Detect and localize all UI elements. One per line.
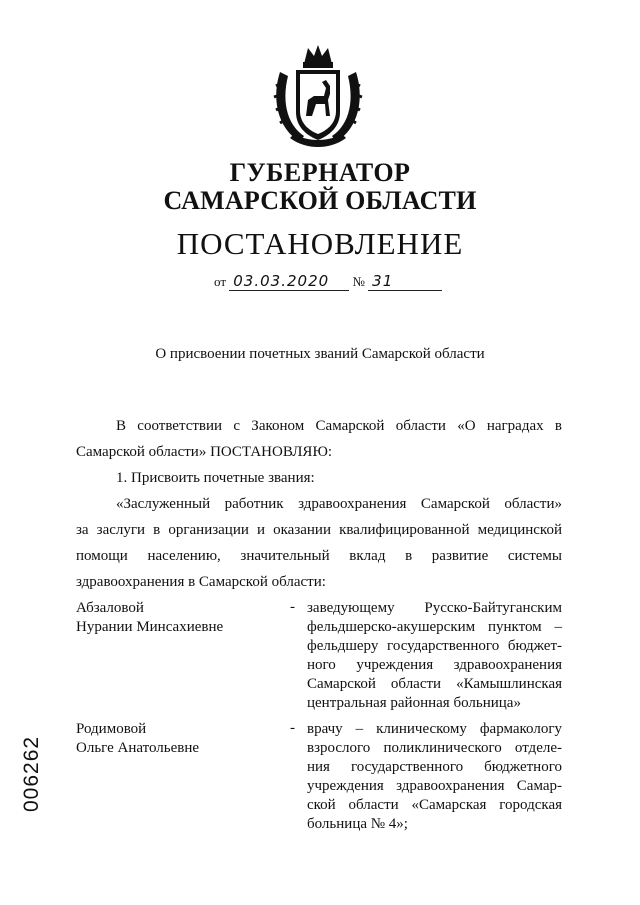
paragraph-award-line4: здравоохранения в Самарской области:	[76, 574, 326, 590]
awardee-given-names: Ольге Анатольевне	[76, 740, 200, 756]
position-line: фельдшеру государственного бюджет-	[307, 638, 562, 654]
position-line: взрослого поликлинического отделе-	[307, 740, 562, 756]
position-line: больница № 4»;	[307, 816, 408, 832]
date-prefix: от	[214, 274, 227, 289]
awardee-position	[307, 599, 562, 713]
paragraph-award-line3: помощи населению, значительный вклад в развитие системы	[76, 548, 562, 564]
position-line: центральная районная больница»	[307, 695, 521, 711]
date-number-line	[214, 272, 442, 291]
position-line: врачу – клиническому фармакологу	[307, 721, 562, 737]
position-line: учреждения здравоохранения Самар-	[307, 778, 562, 794]
position-line: фельдшерско-акушерским пунктом –	[307, 619, 562, 635]
awardee-dash: -	[290, 599, 295, 615]
position-line: заведующему Русско-Байтуганским	[307, 600, 562, 616]
paragraph-basis-line1: В соответствии с Законом Самарской области «О наградах в	[116, 418, 562, 434]
position-line: ния государственного бюджетного	[307, 759, 562, 775]
number-prefix: №	[352, 274, 365, 289]
issuer-title-line1: ГУБЕРНАТОР	[229, 158, 411, 187]
paragraph-item-1: 1. Присвоить почетные звания:	[116, 470, 315, 486]
awardee-given-names: Нурании Минсахиевне	[76, 619, 224, 635]
issuer-title-line2: САМАРСКОЙ ОБЛАСТИ	[163, 186, 477, 215]
position-line: ного учреждения здравоохранения	[307, 657, 562, 673]
position-line: ской области «Самарская городская	[307, 797, 562, 813]
document-date: 03.03.2020	[233, 272, 330, 290]
paragraph-basis-line2: Самарской области» ПОСТАНОВЛЯЮ:	[76, 444, 333, 460]
awardee-surname: Родимовой	[76, 721, 147, 737]
awardee-position	[307, 720, 562, 834]
awardee-dash: -	[290, 720, 295, 736]
document-subject: О присвоении почетных званий Самарской области	[155, 346, 485, 362]
awardee-surname: Абзаловой	[76, 600, 144, 616]
paragraph-award-line1: «Заслуженный работник здравоохранения Самарской области»	[116, 496, 562, 512]
awardee-name	[76, 720, 276, 758]
document-number: 31	[372, 272, 394, 290]
document-serial-stamp: 006262	[20, 735, 43, 812]
awardee-name	[76, 599, 276, 637]
samara-coat-of-arms-icon	[270, 42, 366, 150]
paragraph-award-line2: за заслуги в организации и оказании квалифицированной медицинской	[76, 522, 562, 538]
document-type: ПОСТАНОВЛЕНИЕ	[176, 226, 464, 261]
position-line: Самарской области «Камышлинская	[307, 676, 562, 692]
